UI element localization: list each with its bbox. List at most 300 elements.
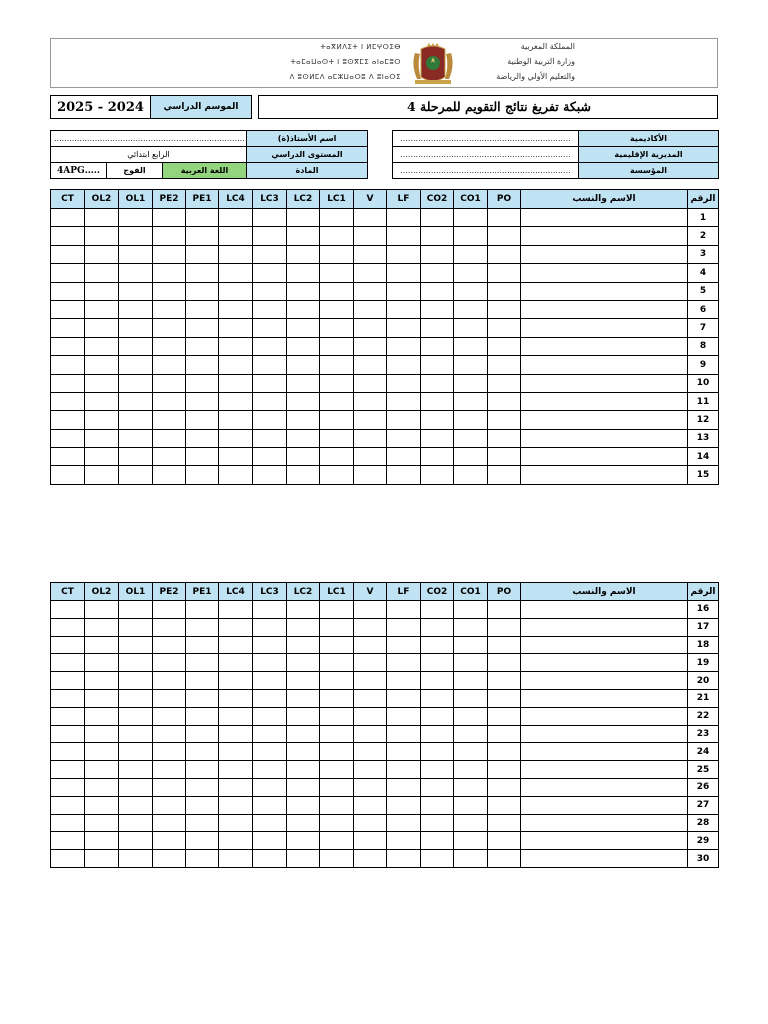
grade-cell[interactable] xyxy=(387,814,421,832)
grade-cell[interactable] xyxy=(219,374,253,392)
grade-cell[interactable] xyxy=(186,245,219,263)
grade-cell[interactable] xyxy=(354,282,387,300)
grade-cell[interactable] xyxy=(454,448,488,466)
grade-cell[interactable] xyxy=(387,264,421,282)
grade-cell[interactable] xyxy=(51,707,85,725)
grade-cell[interactable] xyxy=(454,618,488,636)
grade-cell[interactable] xyxy=(153,778,186,796)
grade-cell[interactable] xyxy=(51,392,85,410)
grade-cell[interactable] xyxy=(219,209,253,227)
grade-cell[interactable] xyxy=(421,832,454,850)
student-name-cell[interactable] xyxy=(521,796,688,814)
grade-cell[interactable] xyxy=(219,466,253,484)
grade-cell[interactable] xyxy=(85,761,119,779)
grade-cell[interactable] xyxy=(219,618,253,636)
grade-cell[interactable] xyxy=(186,778,219,796)
grade-cell[interactable] xyxy=(287,743,320,761)
grade-cell[interactable] xyxy=(454,761,488,779)
grade-cell[interactable] xyxy=(51,411,85,429)
grade-cell[interactable] xyxy=(387,356,421,374)
grade-cell[interactable] xyxy=(421,796,454,814)
grade-cell[interactable] xyxy=(387,743,421,761)
grade-cell[interactable] xyxy=(51,282,85,300)
grade-cell[interactable] xyxy=(488,850,521,868)
grade-cell[interactable] xyxy=(219,319,253,337)
student-name-cell[interactable] xyxy=(521,689,688,707)
grade-cell[interactable] xyxy=(320,636,354,654)
student-name-cell[interactable] xyxy=(521,850,688,868)
grade-cell[interactable] xyxy=(153,282,186,300)
grade-cell[interactable] xyxy=(85,689,119,707)
grade-cell[interactable] xyxy=(488,337,521,355)
grade-cell[interactable] xyxy=(119,689,153,707)
student-name-cell[interactable] xyxy=(521,636,688,654)
grade-cell[interactable] xyxy=(287,850,320,868)
grade-cell[interactable] xyxy=(320,227,354,245)
grade-cell[interactable] xyxy=(153,337,186,355)
grade-cell[interactable] xyxy=(153,227,186,245)
grade-cell[interactable] xyxy=(253,743,287,761)
grade-cell[interactable] xyxy=(454,636,488,654)
grade-cell[interactable] xyxy=(320,601,354,619)
grade-cell[interactable] xyxy=(85,300,119,318)
grade-cell[interactable] xyxy=(85,850,119,868)
grade-cell[interactable] xyxy=(119,743,153,761)
grade-cell[interactable] xyxy=(219,689,253,707)
grade-cell[interactable] xyxy=(454,796,488,814)
student-name-cell[interactable] xyxy=(521,374,688,392)
grade-cell[interactable] xyxy=(253,356,287,374)
grade-cell[interactable] xyxy=(488,832,521,850)
grade-cell[interactable] xyxy=(454,282,488,300)
grade-cell[interactable] xyxy=(488,725,521,743)
grade-cell[interactable] xyxy=(421,448,454,466)
grade-cell[interactable] xyxy=(287,796,320,814)
grade-cell[interactable] xyxy=(320,796,354,814)
grade-cell[interactable] xyxy=(454,245,488,263)
grade-cell[interactable] xyxy=(454,832,488,850)
grade-cell[interactable] xyxy=(454,411,488,429)
grade-cell[interactable] xyxy=(488,429,521,447)
grade-cell[interactable] xyxy=(186,282,219,300)
grade-cell[interactable] xyxy=(253,300,287,318)
grade-cell[interactable] xyxy=(488,636,521,654)
grade-cell[interactable] xyxy=(421,601,454,619)
grade-cell[interactable] xyxy=(421,743,454,761)
grade-cell[interactable] xyxy=(488,282,521,300)
grade-cell[interactable] xyxy=(454,264,488,282)
student-name-cell[interactable] xyxy=(521,411,688,429)
grade-cell[interactable] xyxy=(488,618,521,636)
grade-cell[interactable] xyxy=(488,300,521,318)
grade-cell[interactable] xyxy=(287,264,320,282)
grade-cell[interactable] xyxy=(488,672,521,690)
grade-cell[interactable] xyxy=(253,850,287,868)
grade-cell[interactable] xyxy=(186,209,219,227)
grade-cell[interactable] xyxy=(387,618,421,636)
grade-cell[interactable] xyxy=(354,392,387,410)
grade-cell[interactable] xyxy=(186,654,219,672)
grade-cell[interactable] xyxy=(387,832,421,850)
student-name-cell[interactable] xyxy=(521,618,688,636)
grade-cell[interactable] xyxy=(320,319,354,337)
student-name-cell[interactable] xyxy=(521,282,688,300)
grade-cell[interactable] xyxy=(320,832,354,850)
grade-cell[interactable] xyxy=(387,850,421,868)
grade-cell[interactable] xyxy=(186,689,219,707)
grade-cell[interactable] xyxy=(287,411,320,429)
grade-cell[interactable] xyxy=(488,209,521,227)
grade-cell[interactable] xyxy=(320,374,354,392)
student-name-cell[interactable] xyxy=(521,264,688,282)
student-name-cell[interactable] xyxy=(521,392,688,410)
grade-cell[interactable] xyxy=(421,209,454,227)
grade-cell[interactable] xyxy=(219,227,253,245)
grade-cell[interactable] xyxy=(287,761,320,779)
grade-cell[interactable] xyxy=(354,814,387,832)
grade-cell[interactable] xyxy=(387,319,421,337)
grade-cell[interactable] xyxy=(354,761,387,779)
grade-cell[interactable] xyxy=(421,392,454,410)
grade-cell[interactable] xyxy=(287,654,320,672)
grade-cell[interactable] xyxy=(287,300,320,318)
grade-cell[interactable] xyxy=(488,466,521,484)
grade-cell[interactable] xyxy=(354,337,387,355)
grade-cell[interactable] xyxy=(421,227,454,245)
grade-cell[interactable] xyxy=(85,411,119,429)
grade-cell[interactable] xyxy=(354,832,387,850)
grade-cell[interactable] xyxy=(488,761,521,779)
directorate-field[interactable]: ................................................................... xyxy=(393,147,579,163)
grade-cell[interactable] xyxy=(219,832,253,850)
grade-cell[interactable] xyxy=(287,601,320,619)
grade-cell[interactable] xyxy=(354,245,387,263)
grade-cell[interactable] xyxy=(51,601,85,619)
grade-cell[interactable] xyxy=(488,411,521,429)
grade-cell[interactable] xyxy=(153,761,186,779)
grade-cell[interactable] xyxy=(85,654,119,672)
student-name-cell[interactable] xyxy=(521,814,688,832)
grade-cell[interactable] xyxy=(287,245,320,263)
grade-cell[interactable] xyxy=(153,264,186,282)
grade-cell[interactable] xyxy=(421,814,454,832)
grade-cell[interactable] xyxy=(219,778,253,796)
grade-cell[interactable] xyxy=(119,356,153,374)
grade-cell[interactable] xyxy=(119,814,153,832)
institution-field[interactable]: ................................................................... xyxy=(393,163,579,179)
grade-cell[interactable] xyxy=(153,466,186,484)
grade-cell[interactable] xyxy=(219,814,253,832)
grade-cell[interactable] xyxy=(219,448,253,466)
grade-cell[interactable] xyxy=(387,636,421,654)
grade-cell[interactable] xyxy=(219,672,253,690)
grade-cell[interactable] xyxy=(287,725,320,743)
grade-cell[interactable] xyxy=(387,654,421,672)
grade-cell[interactable] xyxy=(85,778,119,796)
grade-cell[interactable] xyxy=(354,448,387,466)
grade-cell[interactable] xyxy=(253,814,287,832)
grade-cell[interactable] xyxy=(253,672,287,690)
grade-cell[interactable] xyxy=(85,618,119,636)
grade-cell[interactable] xyxy=(387,245,421,263)
grade-cell[interactable] xyxy=(320,300,354,318)
grade-cell[interactable] xyxy=(186,796,219,814)
grade-cell[interactable] xyxy=(119,778,153,796)
grade-cell[interactable] xyxy=(320,761,354,779)
grade-cell[interactable] xyxy=(354,374,387,392)
grade-cell[interactable] xyxy=(421,264,454,282)
grade-cell[interactable] xyxy=(51,319,85,337)
grade-cell[interactable] xyxy=(51,227,85,245)
grade-cell[interactable] xyxy=(387,725,421,743)
student-name-cell[interactable] xyxy=(521,466,688,484)
grade-cell[interactable] xyxy=(51,814,85,832)
grade-cell[interactable] xyxy=(85,319,119,337)
student-name-cell[interactable] xyxy=(521,209,688,227)
grade-cell[interactable] xyxy=(153,725,186,743)
grade-cell[interactable] xyxy=(186,429,219,447)
grade-cell[interactable] xyxy=(253,601,287,619)
grade-cell[interactable] xyxy=(287,356,320,374)
grade-cell[interactable] xyxy=(51,832,85,850)
grade-cell[interactable] xyxy=(119,832,153,850)
grade-cell[interactable] xyxy=(119,601,153,619)
grade-cell[interactable] xyxy=(354,300,387,318)
grade-cell[interactable] xyxy=(219,761,253,779)
grade-cell[interactable] xyxy=(320,392,354,410)
grade-cell[interactable] xyxy=(387,300,421,318)
grade-cell[interactable] xyxy=(387,429,421,447)
grade-cell[interactable] xyxy=(119,392,153,410)
grade-cell[interactable] xyxy=(51,743,85,761)
grade-cell[interactable] xyxy=(219,796,253,814)
grade-cell[interactable] xyxy=(421,337,454,355)
grade-cell[interactable] xyxy=(51,636,85,654)
grade-cell[interactable] xyxy=(153,832,186,850)
grade-cell[interactable] xyxy=(320,725,354,743)
grade-cell[interactable] xyxy=(253,429,287,447)
grade-cell[interactable] xyxy=(219,411,253,429)
grade-cell[interactable] xyxy=(488,356,521,374)
grade-cell[interactable] xyxy=(354,850,387,868)
grade-cell[interactable] xyxy=(119,672,153,690)
grade-cell[interactable] xyxy=(153,814,186,832)
grade-cell[interactable] xyxy=(51,429,85,447)
grade-cell[interactable] xyxy=(287,337,320,355)
grade-cell[interactable] xyxy=(287,319,320,337)
grade-cell[interactable] xyxy=(119,448,153,466)
grade-cell[interactable] xyxy=(421,282,454,300)
grade-cell[interactable] xyxy=(454,466,488,484)
grade-cell[interactable] xyxy=(320,209,354,227)
grade-cell[interactable] xyxy=(454,654,488,672)
grade-cell[interactable] xyxy=(287,618,320,636)
grade-cell[interactable] xyxy=(320,245,354,263)
grade-cell[interactable] xyxy=(421,850,454,868)
grade-cell[interactable] xyxy=(219,654,253,672)
grade-cell[interactable] xyxy=(253,411,287,429)
grade-cell[interactable] xyxy=(253,725,287,743)
grade-cell[interactable] xyxy=(354,227,387,245)
grade-cell[interactable] xyxy=(119,618,153,636)
grade-cell[interactable] xyxy=(186,672,219,690)
grade-cell[interactable] xyxy=(153,743,186,761)
grade-cell[interactable] xyxy=(253,245,287,263)
grade-cell[interactable] xyxy=(219,725,253,743)
grade-cell[interactable] xyxy=(85,725,119,743)
grade-cell[interactable] xyxy=(354,778,387,796)
grade-cell[interactable] xyxy=(153,601,186,619)
grade-cell[interactable] xyxy=(119,654,153,672)
student-name-cell[interactable] xyxy=(521,227,688,245)
grade-cell[interactable] xyxy=(219,300,253,318)
grade-cell[interactable] xyxy=(119,374,153,392)
grade-cell[interactable] xyxy=(287,209,320,227)
grade-cell[interactable] xyxy=(119,245,153,263)
grade-cell[interactable] xyxy=(186,411,219,429)
grade-cell[interactable] xyxy=(421,725,454,743)
grade-cell[interactable] xyxy=(421,300,454,318)
grade-cell[interactable] xyxy=(51,300,85,318)
grade-cell[interactable] xyxy=(354,601,387,619)
grade-cell[interactable] xyxy=(454,672,488,690)
grade-cell[interactable] xyxy=(253,392,287,410)
grade-cell[interactable] xyxy=(153,618,186,636)
grade-cell[interactable] xyxy=(354,689,387,707)
grade-cell[interactable] xyxy=(421,689,454,707)
grade-cell[interactable] xyxy=(320,356,354,374)
grade-cell[interactable] xyxy=(287,448,320,466)
grade-cell[interactable] xyxy=(253,707,287,725)
grade-cell[interactable] xyxy=(421,411,454,429)
grade-cell[interactable] xyxy=(219,636,253,654)
grade-cell[interactable] xyxy=(51,689,85,707)
grade-cell[interactable] xyxy=(421,429,454,447)
grade-cell[interactable] xyxy=(253,282,287,300)
student-name-cell[interactable] xyxy=(521,725,688,743)
student-name-cell[interactable] xyxy=(521,707,688,725)
student-name-cell[interactable] xyxy=(521,778,688,796)
grade-cell[interactable] xyxy=(488,374,521,392)
student-name-cell[interactable] xyxy=(521,832,688,850)
grade-cell[interactable] xyxy=(488,448,521,466)
grade-cell[interactable] xyxy=(320,282,354,300)
student-name-cell[interactable] xyxy=(521,654,688,672)
grade-cell[interactable] xyxy=(454,429,488,447)
grade-cell[interactable] xyxy=(119,209,153,227)
grade-cell[interactable] xyxy=(287,778,320,796)
grade-cell[interactable] xyxy=(253,761,287,779)
grade-cell[interactable] xyxy=(153,850,186,868)
grade-cell[interactable] xyxy=(119,264,153,282)
grade-cell[interactable] xyxy=(320,337,354,355)
grade-cell[interactable] xyxy=(488,319,521,337)
grade-cell[interactable] xyxy=(219,282,253,300)
grade-cell[interactable] xyxy=(186,814,219,832)
grade-cell[interactable] xyxy=(119,636,153,654)
grade-cell[interactable] xyxy=(421,319,454,337)
grade-cell[interactable] xyxy=(186,392,219,410)
grade-cell[interactable] xyxy=(85,282,119,300)
grade-cell[interactable] xyxy=(454,374,488,392)
grade-cell[interactable] xyxy=(51,725,85,743)
grade-cell[interactable] xyxy=(354,319,387,337)
grade-cell[interactable] xyxy=(387,672,421,690)
grade-cell[interactable] xyxy=(186,761,219,779)
grade-cell[interactable] xyxy=(253,227,287,245)
grade-cell[interactable] xyxy=(354,743,387,761)
grade-cell[interactable] xyxy=(153,392,186,410)
grade-cell[interactable] xyxy=(119,319,153,337)
grade-cell[interactable] xyxy=(119,337,153,355)
grade-cell[interactable] xyxy=(51,654,85,672)
grade-cell[interactable] xyxy=(287,227,320,245)
grade-cell[interactable] xyxy=(186,850,219,868)
grade-cell[interactable] xyxy=(186,466,219,484)
grade-cell[interactable] xyxy=(387,466,421,484)
grade-cell[interactable] xyxy=(287,814,320,832)
grade-cell[interactable] xyxy=(488,778,521,796)
grade-cell[interactable] xyxy=(421,466,454,484)
grade-cell[interactable] xyxy=(387,209,421,227)
grade-cell[interactable] xyxy=(119,761,153,779)
grade-cell[interactable] xyxy=(219,264,253,282)
grade-cell[interactable] xyxy=(287,636,320,654)
grade-cell[interactable] xyxy=(153,209,186,227)
grade-cell[interactable] xyxy=(354,356,387,374)
grade-cell[interactable] xyxy=(421,245,454,263)
grade-cell[interactable] xyxy=(85,264,119,282)
grade-cell[interactable] xyxy=(287,707,320,725)
grade-cell[interactable] xyxy=(488,392,521,410)
grade-cell[interactable] xyxy=(85,601,119,619)
grade-cell[interactable] xyxy=(387,282,421,300)
grade-cell[interactable] xyxy=(119,282,153,300)
grade-cell[interactable] xyxy=(153,411,186,429)
grade-cell[interactable] xyxy=(354,618,387,636)
grade-cell[interactable] xyxy=(387,227,421,245)
grade-cell[interactable] xyxy=(454,850,488,868)
grade-cell[interactable] xyxy=(186,300,219,318)
grade-cell[interactable] xyxy=(119,227,153,245)
grade-cell[interactable] xyxy=(488,814,521,832)
grade-cell[interactable] xyxy=(253,209,287,227)
grade-cell[interactable] xyxy=(421,374,454,392)
grade-cell[interactable] xyxy=(85,636,119,654)
grade-cell[interactable] xyxy=(51,761,85,779)
grade-cell[interactable] xyxy=(354,672,387,690)
grade-cell[interactable] xyxy=(253,689,287,707)
grade-cell[interactable] xyxy=(85,743,119,761)
grade-cell[interactable] xyxy=(320,466,354,484)
student-name-cell[interactable] xyxy=(521,672,688,690)
grade-cell[interactable] xyxy=(51,264,85,282)
grade-cell[interactable] xyxy=(421,778,454,796)
grade-cell[interactable] xyxy=(85,707,119,725)
grade-cell[interactable] xyxy=(287,672,320,690)
grade-cell[interactable] xyxy=(219,392,253,410)
grade-cell[interactable] xyxy=(153,245,186,263)
student-name-cell[interactable] xyxy=(521,337,688,355)
academy-field[interactable]: ................................................................... xyxy=(393,131,579,147)
grade-cell[interactable] xyxy=(85,356,119,374)
grade-cell[interactable] xyxy=(85,448,119,466)
grade-cell[interactable] xyxy=(320,618,354,636)
grade-cell[interactable] xyxy=(51,209,85,227)
grade-cell[interactable] xyxy=(287,832,320,850)
grade-cell[interactable] xyxy=(253,654,287,672)
grade-cell[interactable] xyxy=(85,466,119,484)
